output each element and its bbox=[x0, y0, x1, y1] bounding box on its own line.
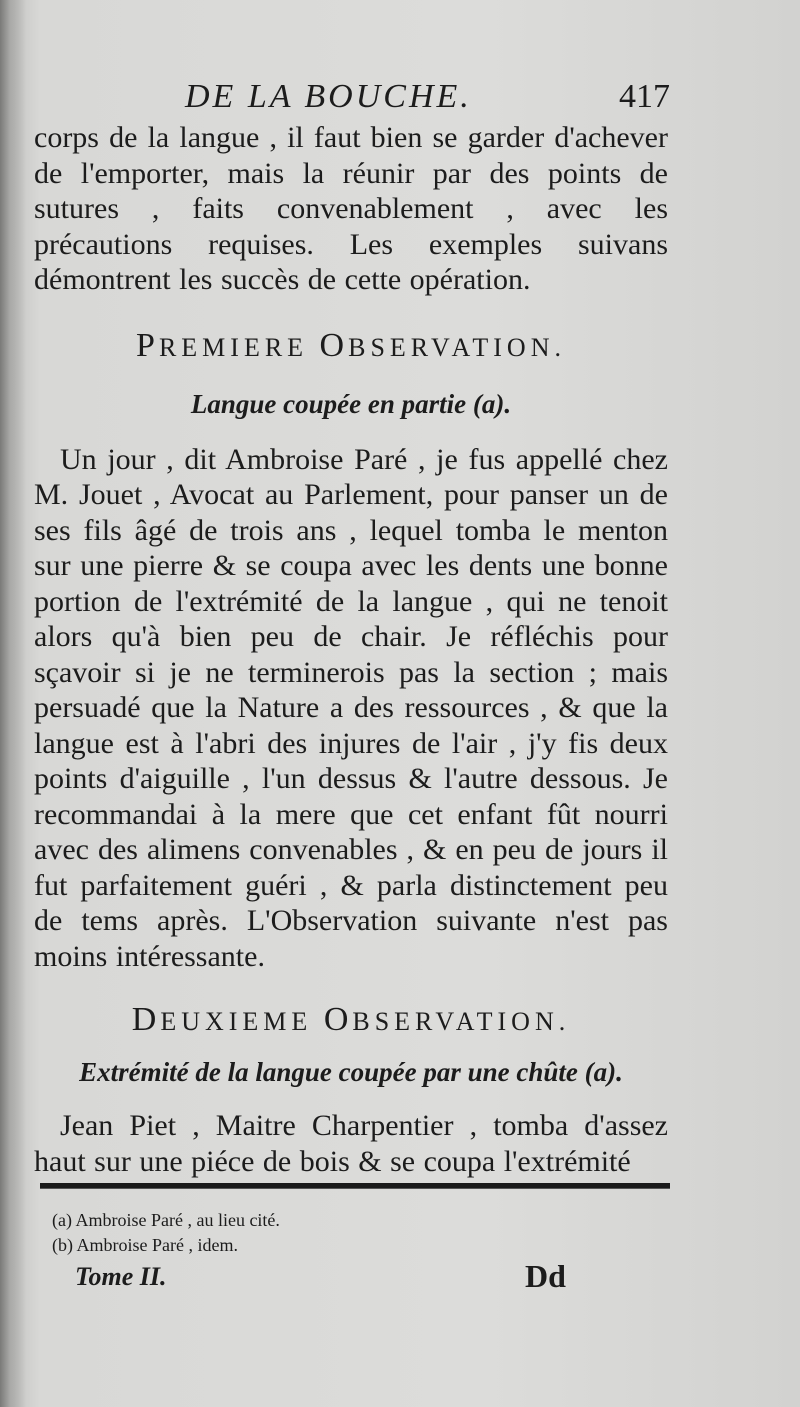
footnote-rule bbox=[40, 1183, 670, 1189]
section-subheading-second: Extrémité de la langue coupée par une chûte (a). bbox=[79, 1057, 623, 1087]
second-observation-paragraph: Jean Piet , Maitre Charpentier , tomba d'assez haut sur une piéce de bois & se coupa l'extrémité bbox=[34, 1109, 668, 1178]
volume-label: Tome II. bbox=[75, 1262, 167, 1291]
intro-paragraph: corps de la langue , il faut bien se garder d'achever de l'emporter, mais la réunir par des points de sutures , faits convenablement , avec les précautions requises. Les exemples suivans démontrent les succès de cette opération. bbox=[34, 121, 668, 296]
first-observation-paragraph: Un jour , dit Ambroise Paré , je fus appellé chez M. Jouet , Avocat au Parlement, pour panser un de ses fils âgé de trois ans , lequel tomba le menton sur une pierre & se coupa avec les dents une bonne portion de l'extrémité de la langue , qui ne tenoit alors qu'à bien peu de chair. Je réfléchis pour sçavoir si je ne terminerois pas la section ; mais persuadé que la Nature a des ressources , & que la langue est à l'abri des injures de l'air , j'y fis deux points d'aiguille , l'un dessus & l'autre dessous. Je recommandai à la mere que cet enfant fût nourri avec des alimens convenables , & en peu de jours il fut parfaitement guéri , & parla distinctement peu de tems après. L'Observation suivante n'est pas moins intéressante. bbox=[34, 442, 668, 973]
page-header bbox=[40, 78, 670, 118]
section-heading-first-observation: PREMIERE OBSERVATION. bbox=[136, 326, 566, 364]
footnote-a: (a) Ambroise Paré , au lieu cité. bbox=[52, 1210, 280, 1230]
running-title: DE LA BOUCHE. bbox=[185, 78, 472, 115]
section-subheading-first: Langue coupée en partie (a). bbox=[190, 388, 512, 419]
page-footer bbox=[75, 1258, 665, 1302]
section-heading-second-observation: DEUXIEME OBSERVATION. bbox=[131, 1001, 571, 1038]
signature-mark: Dd bbox=[525, 1258, 566, 1294]
page-number: 417 bbox=[619, 78, 670, 115]
footnote-b: (b) Ambroise Paré , idem. bbox=[52, 1235, 238, 1255]
page-body bbox=[34, 120, 668, 1179]
footnotes bbox=[52, 1208, 652, 1258]
